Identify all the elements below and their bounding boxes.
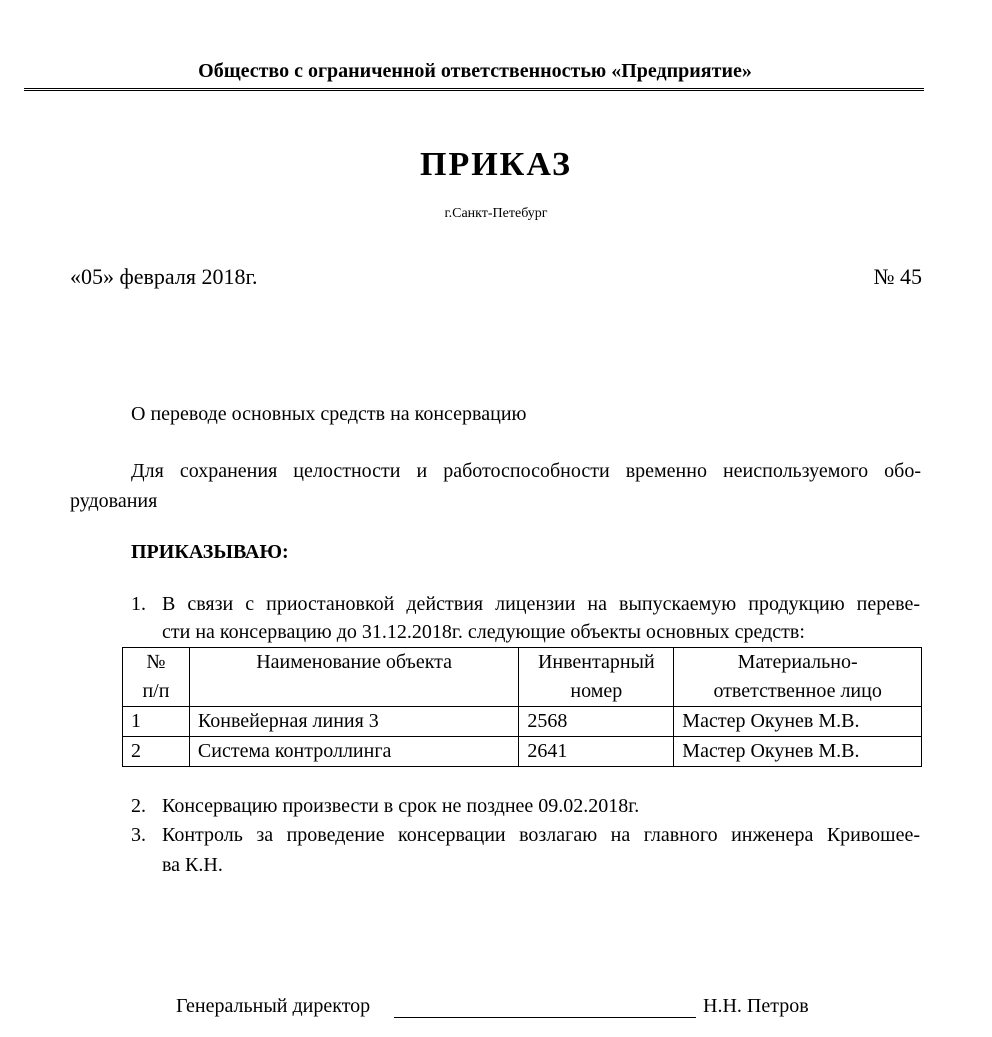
table-row: [123, 707, 922, 737]
header-name: [189, 648, 518, 707]
cell-name: Конвейерная линия 3: [189, 707, 518, 737]
cell-responsible: Мастер Окунев М.В.: [674, 707, 922, 737]
item-2-line-1: Консервацию произвести в срок не позднее 09.02.2018г.: [162, 795, 640, 817]
cell-inventory: 2641: [519, 737, 674, 767]
item-2-number: 2.: [131, 795, 146, 817]
cell-number: 2: [123, 737, 190, 767]
document-number: № 45: [873, 264, 922, 289]
header-responsible: [674, 648, 922, 707]
cell-inventory: 2568: [519, 707, 674, 737]
signature-name: Н.Н. Петров: [703, 995, 809, 1017]
header-name-label: Наименование объекта: [256, 651, 453, 673]
item-1-line-2: сти на консервацию до 31.12.2018г. следующие объекты основных средств:: [162, 621, 805, 643]
document-title: ПРИКАЗ: [420, 146, 572, 183]
item-3-line-2: ва К.Н.: [162, 854, 223, 876]
item-3-line-1: Контроль за проведение консервации возлагаю на главного инженера Кривошее-: [162, 824, 920, 846]
command-word: ПРИКАЗЫВАЮ:: [131, 541, 289, 563]
item-1-line-1: В связи с приостановкой действия лицензии на выпускаемую продукцию переве-: [162, 593, 920, 615]
document-date: «05» февраля 2018г.: [70, 264, 258, 289]
header-rule: [24, 88, 924, 91]
preamble-line-1: Для сохранения целостности и работоспособности временно неиспользуемого обо-: [131, 460, 921, 482]
item-3-number: 3.: [131, 824, 146, 846]
header-inventory: [519, 648, 674, 707]
table-header-row: [123, 648, 922, 707]
document-subject: О переводе основных средств на консервацию: [131, 403, 527, 425]
cell-responsible: Мастер Окунев М.В.: [674, 737, 922, 767]
item-1-number: 1.: [131, 593, 146, 615]
header-inventory-line-2: номер: [570, 680, 623, 702]
signature-role: Генеральный директор: [176, 995, 371, 1017]
assets-table: [122, 647, 922, 767]
header-number-line-1: №: [146, 651, 166, 673]
header-number-line-2: п/п: [142, 680, 170, 702]
cell-name: Система контроллинга: [189, 737, 518, 767]
company-name: Общество с ограниченной ответственностью «Предприятие»: [198, 60, 752, 82]
preamble-line-2: рудования: [70, 490, 158, 512]
header-responsible-line-1: Материально-: [737, 651, 858, 673]
header-inventory-line-1: Инвентарный: [537, 651, 655, 673]
header-number: [123, 648, 190, 707]
cell-number: 1: [123, 707, 190, 737]
header-responsible-line-2: ответственное лицо: [713, 680, 882, 702]
document-city: г.Санкт-Петебург: [444, 206, 548, 221]
table-row: [123, 737, 922, 767]
signature-line: [394, 1017, 696, 1018]
